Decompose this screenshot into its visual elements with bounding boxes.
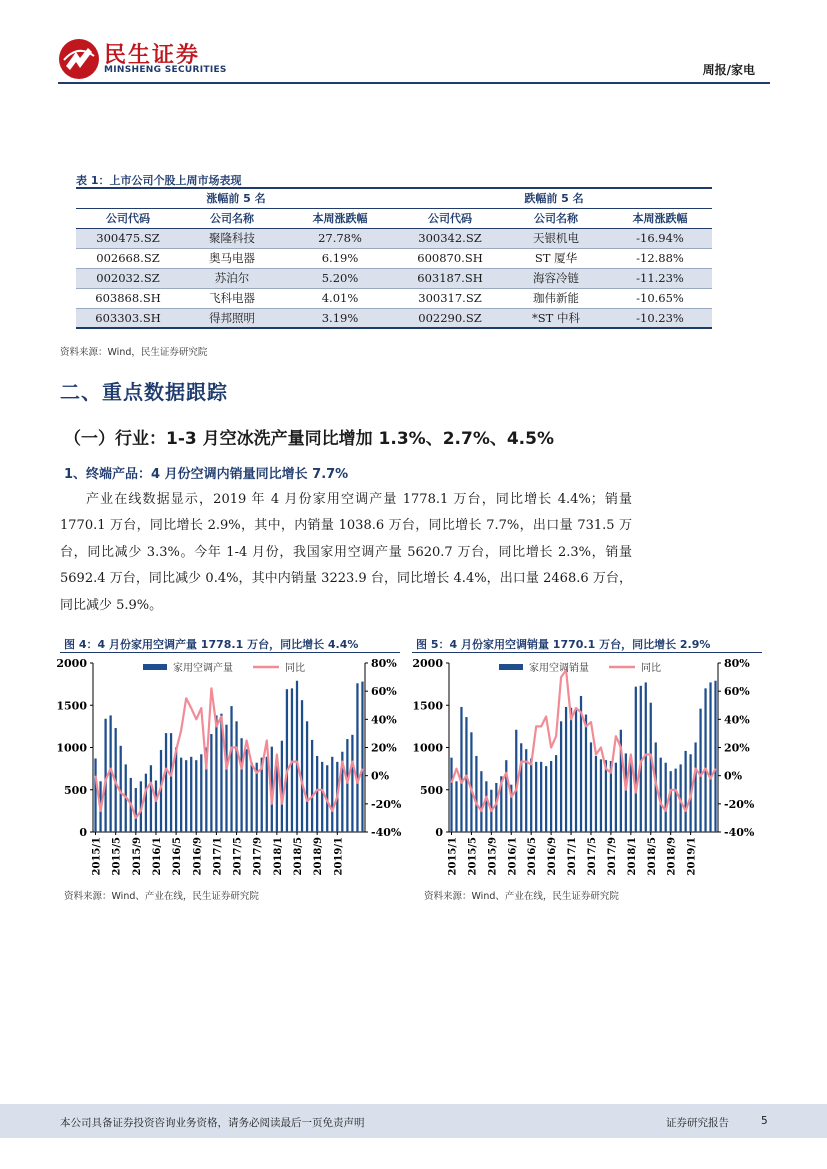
bar: [520, 743, 522, 832]
bar: [660, 758, 662, 832]
column-header: 本周涨跌幅: [608, 208, 712, 228]
column-header: 公司代码: [76, 208, 180, 228]
bar: [585, 715, 587, 832]
table-cell: 27.78%: [284, 228, 396, 248]
left-tick-label: 1000: [412, 741, 443, 755]
bar: [485, 781, 487, 832]
page-header: [0, 0, 827, 90]
bar: [361, 682, 363, 832]
bar: [560, 721, 562, 832]
bar: [455, 781, 457, 832]
right-tick-label: -20%: [724, 797, 755, 811]
bar: [311, 740, 313, 832]
x-tick-label: 2015/9: [487, 837, 499, 876]
bar: [590, 742, 592, 832]
bar: [675, 769, 677, 832]
table-cell: -12.88%: [608, 248, 712, 268]
bar: [316, 756, 318, 832]
market-performance-table: [76, 187, 712, 329]
right-tick-label: 20%: [371, 741, 397, 755]
bar: [535, 762, 537, 832]
right-tick-label: 0%: [724, 769, 743, 783]
x-tick-label: 2016/5: [527, 837, 539, 876]
bar: [625, 753, 627, 832]
left-tick-label: 0: [435, 826, 443, 839]
bar: [694, 742, 696, 832]
footer-report-label: 证券研究报告: [666, 1117, 729, 1129]
bar: [266, 757, 268, 832]
bar: [230, 706, 232, 832]
table-cell: 聚隆科技: [180, 228, 284, 248]
table-cell: 奥马电器: [180, 248, 284, 268]
page-number: 5: [761, 1115, 768, 1127]
bar: [550, 761, 552, 832]
table-cell: ST 厦华: [504, 248, 608, 268]
bar: [185, 760, 187, 832]
bar: [530, 758, 532, 832]
x-tick-label: 2016/1: [507, 837, 519, 876]
x-tick-label: 2015/9: [131, 837, 143, 876]
table-row: [76, 288, 712, 308]
figure-4-source: 资料来源：Wind、产业在线，民生证券研究院: [64, 891, 259, 902]
bar: [170, 733, 172, 832]
footer-disclaimer: 本公司具备证券投资咨询业务资格，请务必阅读最后一页免责声明: [60, 1117, 365, 1129]
legend-bar-swatch: [143, 664, 167, 670]
bar: [135, 788, 137, 832]
x-tick-label: 2016/9: [547, 837, 559, 876]
table-cell: 603868.SH: [76, 288, 180, 308]
right-tick-label: -40%: [371, 826, 402, 839]
x-tick-label: 2017/1: [212, 837, 224, 876]
x-tick-label: 2017/5: [586, 837, 598, 876]
bar: [155, 780, 157, 832]
right-tick-label: -20%: [371, 797, 402, 811]
left-tick-label: 2000: [56, 657, 87, 670]
bar: [650, 703, 652, 832]
table-cell: 海容冷链: [504, 268, 608, 288]
bar: [704, 688, 706, 832]
right-tick-label: 80%: [724, 657, 750, 670]
bar: [575, 708, 577, 832]
body-paragraph: 产业在线数据显示，2019 年 4 月份家用空调产量 1778.1 万台，同比增长 4.4%；销量 1770.1 万台，同比增长 2.9%，其中，内销量 1038.6 万台，同比增长 7.7%，出口量 731.5 万台，同比减少 3.3%。今年 1-4 月份，我国家用空调产量 5620.7 万台，同比增长 2.3%，销量 5692.4 万台，同比减少 0.4%，其中内销量 3223.9 台，同比增长 4.4%，出口量 2468.6 万台，同比减少 5.9%。: [60, 492, 632, 613]
bar: [470, 732, 472, 832]
right-tick-label: 0%: [371, 769, 390, 783]
left-tick-label: 1500: [412, 699, 443, 713]
bar: [356, 683, 358, 832]
bar: [331, 757, 333, 832]
x-tick-label: 2019/1: [333, 837, 345, 876]
page-footer: [0, 1104, 827, 1138]
figure-4-chart: [56, 653, 405, 876]
table-column-header: [76, 208, 712, 228]
x-tick-label: 2018/5: [646, 837, 658, 876]
bar: [699, 709, 701, 832]
table-cell: 002032.SZ: [76, 268, 180, 288]
bar: [200, 754, 202, 832]
bar: [286, 689, 288, 832]
figure-4-title: 图 4：4 月份家用空调产量 1778.1 万台，同比增长 4.4%: [64, 638, 359, 651]
left-tick-label: 0: [79, 826, 87, 839]
figure-5-title: 图 5：4 月份家用空调销量 1770.1 万台，同比增长 2.9%: [416, 638, 711, 651]
table-row: [76, 268, 712, 288]
legend-line-label: 同比: [641, 663, 661, 674]
bar: [505, 760, 507, 832]
right-tick-label: 40%: [371, 713, 397, 727]
bar: [600, 759, 602, 832]
bar: [540, 762, 542, 832]
bar: [635, 687, 637, 832]
bar: [615, 763, 617, 832]
bar: [480, 771, 482, 832]
x-tick-label: 2017/9: [252, 837, 264, 876]
logo-text-cn: 民生证券: [104, 43, 201, 68]
table-cell: -10.23%: [608, 308, 712, 328]
x-tick-label: 2015/1: [91, 837, 103, 876]
bar: [210, 734, 212, 832]
table-cell: 002668.SZ: [76, 248, 180, 268]
table-cell: 300475.SZ: [76, 228, 180, 248]
left-tick-label: 500: [420, 783, 443, 797]
x-tick-label: 2015/5: [467, 837, 479, 876]
bar: [460, 707, 462, 832]
bar: [346, 739, 348, 832]
bar: [180, 758, 182, 832]
x-tick-label: 2018/9: [313, 837, 325, 876]
bar: [215, 715, 217, 832]
bar: [570, 708, 572, 832]
bar: [709, 682, 711, 832]
bar: [670, 771, 672, 832]
table-cell: 3.19%: [284, 308, 396, 328]
table-row: [76, 308, 712, 328]
x-tick-label: 2018/9: [666, 837, 678, 876]
bar: [175, 748, 177, 833]
bar: [225, 725, 227, 832]
bar: [605, 760, 607, 832]
legend-bar-label: 家用空调销量: [529, 663, 589, 674]
table-cell: 珈伟新能: [504, 288, 608, 308]
left-tick-label: 2000: [412, 657, 443, 670]
table-cell: 603303.SH: [76, 308, 180, 328]
table-source: 资料来源：Wind，民生证券研究院: [60, 347, 208, 358]
bar: [245, 749, 247, 832]
bar: [94, 758, 96, 832]
table-title: 表 1：上市公司个股上周市场表现: [76, 174, 242, 187]
bar: [145, 774, 147, 832]
bar: [565, 707, 567, 832]
table-cell: 得邦照明: [180, 308, 284, 328]
left-tick-label: 500: [64, 783, 87, 797]
table-cell: 5.20%: [284, 268, 396, 288]
bar: [104, 719, 106, 832]
right-tick-label: 20%: [724, 741, 750, 755]
bar: [150, 765, 152, 832]
x-tick-label: 2016/1: [151, 837, 163, 876]
section-heading: 二、重点数据跟踪: [60, 380, 228, 404]
x-tick-label: 2018/5: [293, 837, 304, 876]
legend-line-label: 同比: [285, 663, 305, 674]
legend-bar-swatch: [499, 664, 523, 670]
bar: [475, 756, 477, 832]
report-type: 周报/家电: [702, 63, 755, 77]
table-group-header: [76, 188, 712, 208]
table-cell: 603187.SH: [396, 268, 504, 288]
bar: [190, 757, 192, 832]
bar: [235, 721, 237, 832]
right-tick-label: 60%: [371, 685, 397, 699]
group-top-losers: 跌幅前 5 名: [396, 188, 712, 208]
bar: [450, 758, 452, 832]
x-tick-label: 2017/5: [232, 837, 244, 876]
right-tick-label: -40%: [724, 826, 755, 839]
x-tick-label: 2017/1: [567, 837, 579, 876]
right-tick-label: 60%: [724, 685, 750, 699]
right-tick-label: 40%: [724, 713, 750, 727]
column-header: 公司名称: [504, 208, 608, 228]
bar: [195, 760, 197, 832]
bar: [545, 766, 547, 832]
legend-bar-label: 家用空调产量: [173, 663, 233, 674]
minsheng-logo-icon: [58, 38, 100, 80]
bar: [351, 735, 353, 832]
right-tick-label: 80%: [371, 657, 397, 670]
bar: [291, 688, 293, 832]
logo-text-en: MINSHENG SECURITIES: [104, 65, 227, 75]
bar: [306, 721, 308, 832]
x-tick-label: 2015/1: [447, 837, 459, 876]
bar: [465, 717, 467, 832]
group-top-gainers: 涨幅前 5 名: [76, 188, 396, 208]
bar: [240, 738, 242, 832]
left-tick-label: 1000: [56, 741, 87, 755]
x-tick-label: 2019/1: [686, 837, 698, 876]
bar: [684, 751, 686, 832]
header-divider: [58, 82, 770, 84]
table-cell: 天银机电: [504, 228, 608, 248]
bar: [714, 681, 716, 832]
column-header: 本周涨跌幅: [284, 208, 396, 228]
table-row: [76, 248, 712, 268]
figure-5-source: 资料来源：Wind、产业在线，民生证券研究院: [424, 891, 619, 902]
table-row: [76, 228, 712, 248]
topic-heading: 1、终端产品：4 月份空调内销量同比增长 7.7%: [64, 467, 349, 482]
bar: [321, 762, 323, 832]
table-cell: *ST 中科: [504, 308, 608, 328]
table-cell: -10.65%: [608, 288, 712, 308]
x-tick-label: 2016/5: [172, 837, 184, 876]
column-header: 公司名称: [180, 208, 284, 228]
x-tick-label: 2018/1: [626, 837, 638, 876]
table-cell: 飞科电器: [180, 288, 284, 308]
x-tick-label: 2015/5: [111, 837, 123, 876]
bar: [555, 755, 557, 832]
column-header: 公司代码: [396, 208, 504, 228]
bar: [495, 783, 497, 832]
table-cell: 6.19%: [284, 248, 396, 268]
table-cell: 002290.SZ: [396, 308, 504, 328]
table-cell: 300342.SZ: [396, 228, 504, 248]
bar: [251, 763, 253, 832]
table-cell: 300317.SZ: [396, 288, 504, 308]
table-cell: 4.01%: [284, 288, 396, 308]
table-cell: -11.23%: [608, 268, 712, 288]
bar: [296, 681, 298, 832]
bar: [665, 763, 667, 832]
bar: [595, 756, 597, 832]
subsection-heading: （一）行业：1-3 月空冰洗产量同比增加 1.3%、2.7%、4.5%: [64, 429, 554, 449]
table-cell: 苏泊尔: [180, 268, 284, 288]
x-tick-label: 2016/9: [192, 837, 204, 876]
table-cell: 600870.SH: [396, 248, 504, 268]
x-tick-label: 2018/1: [272, 837, 284, 876]
bar: [165, 733, 167, 832]
bar: [301, 700, 303, 832]
x-tick-label: 2017/9: [606, 837, 618, 876]
figure-5-chart: [412, 653, 762, 876]
left-tick-label: 1500: [56, 699, 87, 713]
table-cell: -16.94%: [608, 228, 712, 248]
